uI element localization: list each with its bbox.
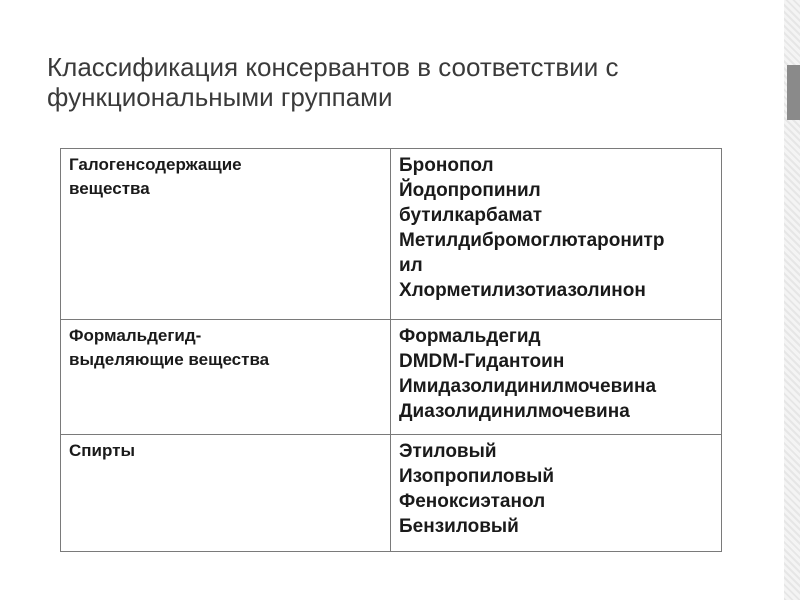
preservative-item: DMDM-Гидантоин xyxy=(399,351,565,372)
group-cell xyxy=(61,149,391,320)
items-cell xyxy=(391,149,722,320)
group-label-line: вещества xyxy=(69,179,150,198)
table-row xyxy=(61,149,722,320)
preservative-item: Формальдегид xyxy=(399,326,541,347)
preservative-item: Йодопропинил xyxy=(399,180,541,201)
preservative-item: Феноксиэтанол xyxy=(399,491,546,512)
side-accent-bar xyxy=(787,65,800,120)
group-label-line: Спирты xyxy=(69,441,135,460)
preservatives-table xyxy=(60,148,722,552)
group-label-line: выделяющие вещества xyxy=(69,350,270,369)
preservative-item: Изопропиловый xyxy=(399,466,555,487)
slide-title xyxy=(47,52,747,112)
preservative-item: Имидазолидинилмочевина xyxy=(399,376,657,397)
preservative-item: Метилдибромоглютаронитр xyxy=(399,230,665,251)
group-cell xyxy=(61,320,391,435)
items-cell xyxy=(391,435,722,552)
preservative-item: Бронопол xyxy=(399,155,494,176)
slide-title-line-1: Классификация консервантов в соответствии с xyxy=(47,52,619,82)
group-label-line: Формальдегид- xyxy=(69,326,202,345)
slide-title-line-2: функциональными группами xyxy=(47,82,393,112)
preservative-item: бутилкарбамат xyxy=(399,205,543,226)
preservative-item: Диазолидинилмочевина xyxy=(399,401,630,422)
preservative-item: Хлорметилизотиазолинон xyxy=(399,280,646,301)
items-cell xyxy=(391,320,722,435)
table-row xyxy=(61,320,722,435)
group-label-line: Галогенсодержащие xyxy=(69,155,242,174)
group-cell xyxy=(61,435,391,552)
preservative-item: ил xyxy=(399,255,423,276)
table-row xyxy=(61,435,722,552)
preservative-item: Бензиловый xyxy=(399,516,519,537)
preservative-item: Этиловый xyxy=(399,441,497,462)
